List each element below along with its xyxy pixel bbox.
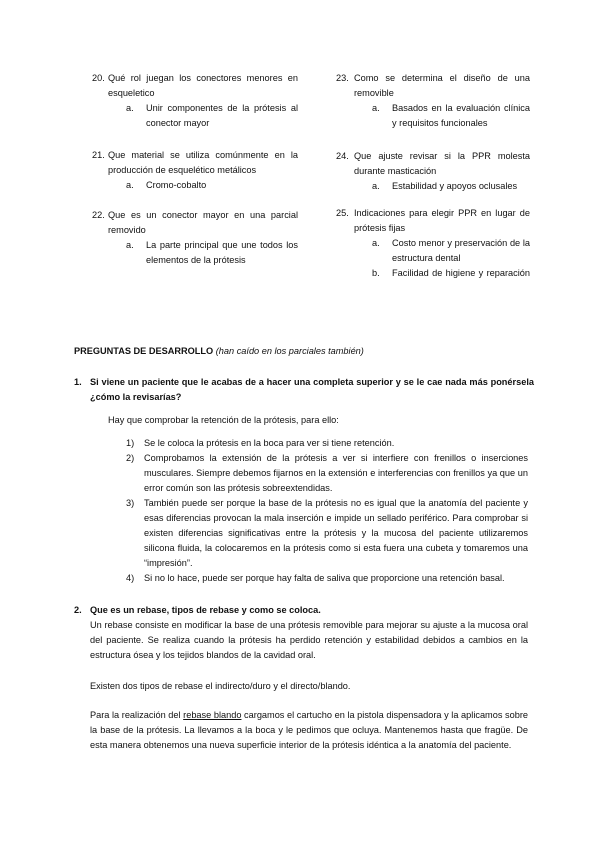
question-text: Que material se utiliza comúnmente en la producción de esquelético metálicos (108, 150, 298, 175)
dev-question-number: 2. (74, 605, 82, 615)
question-number: 23. (336, 73, 349, 83)
dev-question-1-intro: Hay que comprobar la retención de la prótesis, para ello: (108, 415, 339, 425)
answer-letter: a. (372, 181, 380, 191)
answer-text: Unir componentes de la prótesis al conector mayor (146, 103, 298, 128)
question-number: 24. (336, 151, 349, 161)
step-item (126, 571, 528, 586)
answer-text: Cromo-cobalto (146, 180, 207, 190)
dev-question-2-paragraph-1: Un rebase consiste en modificar la base de una prótesis removible para mejorar su ajuste a la mucosa oral del paciente. Se realiza cuando la prótesis ha perdido retención y estabilidad debidos a cambios en la estructura ósea y los tejidos blandos de la cavidad oral. (90, 620, 528, 660)
paragraph-text: Para la realización del (90, 710, 184, 720)
dev-question-1 (74, 375, 534, 405)
question-22 (92, 208, 298, 268)
answer-text: Estabilidad y apoyos oclusales (392, 181, 518, 191)
question-20 (92, 71, 298, 131)
question-text: Qué rol juegan los conectores menores en esqueletico (108, 73, 298, 98)
answer-text: Costo menor y preservación de la estructura dental (392, 238, 530, 263)
answer-letter: a. (372, 238, 380, 248)
short-questions-left-column (92, 71, 298, 280)
step-number: 1) (126, 438, 135, 448)
question-text: Como se determina el diseño de una removible (354, 73, 530, 98)
underlined-term: rebase blando (183, 710, 242, 720)
answer-item (108, 178, 298, 193)
question-number: 21. (92, 150, 105, 160)
paragraph-text: cargamos el cartucho en la pistola dispensadora y la aplicamos sobre la base de la prótesis. La llevamos a la boca y le pedimos que ocluya. Mantenemos hasta que fragüe. De esta manera obtenemos una nueva superficie interior de la prótesis idéntica a la anatomía del paciente. (90, 710, 528, 750)
answer-item (354, 179, 530, 194)
question-text: Que es un conector mayor en una parcial removido (108, 210, 298, 235)
answer-item (354, 101, 530, 131)
answer-letter: a. (126, 240, 134, 250)
question-text: Indicaciones para elegir PPR en lugar de prótesis fijas (354, 208, 530, 233)
step-number: 2) (126, 453, 135, 463)
dev-question-1-steps (126, 436, 528, 586)
step-text: También puede ser porque la base de la prótesis no es igual que la anatomía del paciente y esas diferencias provocan la mala inserción e impide un sellado periférico. Para comprobar si existen diferencias significativas entre la prótesis y la mucosa del paciente utilizaremos silicona fluida, la colocaremos en la prótesis como si esta fuera una cubeta y tomaremos una “impresión”. (144, 498, 528, 568)
dev-question-2 (74, 603, 534, 618)
dev-question-2-paragraph-2: Existen dos tipos de rebase el indirecto/duro y el directo/blando. (90, 681, 351, 691)
answer-text: Facilidad de higiene y reparación (392, 268, 530, 278)
answer-item (354, 266, 530, 281)
question-23 (336, 71, 530, 131)
step-number: 4) (126, 573, 135, 583)
question-number: 20. (92, 73, 105, 83)
answer-letter: a. (126, 103, 134, 113)
question-21 (92, 148, 298, 193)
answer-item (108, 238, 298, 268)
question-25 (336, 206, 530, 281)
step-text: Se le coloca la prótesis en la boca para ver si tiene retención. (144, 438, 395, 448)
answer-text: La parte principal que une todos los elementos de la prótesis (146, 240, 298, 265)
dev-question-number: 1. (74, 377, 82, 387)
question-24 (336, 149, 530, 194)
question-number: 22. (92, 210, 105, 220)
answer-item (354, 236, 530, 266)
question-number: 25. (336, 208, 349, 218)
step-text: Comprobamos la extensión de la prótesis a ver si interfiere con frenillos o inserciones musculares. Siempre debemos fijarnos en la extensión e interferencias con frenillos ya que un error común son las prótesis sobreextendidas. (144, 453, 528, 493)
answer-text: Basados en la evaluación clínica y requisitos funcionales (392, 103, 530, 128)
section-title: PREGUNTAS DE DESARROLLO (74, 346, 214, 356)
answer-letter: a. (372, 103, 380, 113)
answer-letter: b. (372, 268, 380, 278)
question-text: Que ajuste revisar si la PPR molesta durante masticación (354, 151, 530, 176)
section-note: (han caído en los parciales también) (215, 346, 364, 356)
step-number: 3) (126, 498, 135, 508)
short-questions-right-column (336, 71, 530, 293)
dev-question-title: Si viene un paciente que le acabas de a hacer una completa superior y se le cae nada más ponérsela ¿cómo la revisarías? (90, 377, 534, 402)
step-item (126, 451, 528, 496)
answer-item (108, 101, 298, 131)
dev-question-title: Que es un rebase, tipos de rebase y como se coloca. (90, 605, 321, 615)
step-item (126, 496, 528, 571)
step-item (126, 436, 528, 451)
step-text: Si no lo hace, puede ser porque hay falta de saliva que proporcione una retención basal. (144, 573, 505, 583)
dev-question-2-paragraph-3 (90, 708, 528, 753)
answer-letter: a. (126, 180, 134, 190)
section-heading (74, 344, 534, 359)
